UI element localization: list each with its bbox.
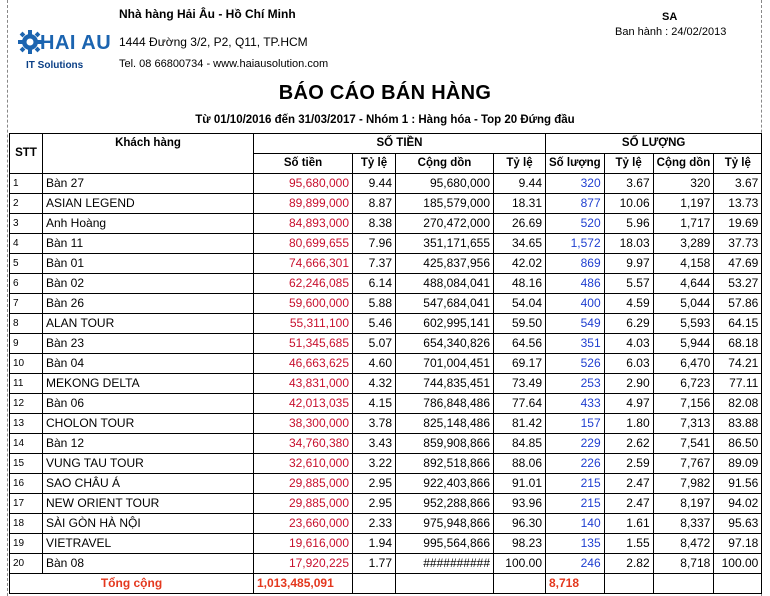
table-row (10, 294, 762, 314)
total-qty: 8,718 (546, 574, 605, 594)
row-qty-cum: 3,289 (653, 234, 714, 254)
row-stt: 14 (10, 434, 43, 454)
row-money: 74,666,301 (254, 254, 353, 274)
row-money: 42,013,035 (254, 394, 353, 414)
row-money-cum-pct: 77.64 (494, 394, 546, 414)
row-qty-cum-pct: 91.56 (714, 474, 762, 494)
row-money-cum-pct: 18.31 (494, 194, 546, 214)
row-qty: 351 (546, 334, 605, 354)
row-stt: 7 (10, 294, 43, 314)
row-money-cum: 975,948,866 (396, 514, 494, 534)
row-money-cum-pct: 69.17 (494, 354, 546, 374)
company-logo (14, 22, 112, 76)
row-money-pct: 4.32 (353, 374, 396, 394)
row-qty-pct: 1.55 (604, 534, 653, 554)
row-money-pct: 2.95 (353, 494, 396, 514)
row-qty-cum: 7,541 (653, 434, 714, 454)
row-stt: 20 (10, 554, 43, 574)
row-qty-pct: 4.03 (604, 334, 653, 354)
row-money: 38,300,000 (254, 414, 353, 434)
row-qty-cum-pct: 47.69 (714, 254, 762, 274)
header-money-pct: Tỷ lệ (353, 154, 396, 174)
row-qty-cum: 6,723 (653, 374, 714, 394)
row-qty-cum: 8,337 (653, 514, 714, 534)
row-customer: Anh Hoàng (43, 214, 254, 234)
row-customer: Bàn 27 (43, 174, 254, 194)
row-money-pct: 7.96 (353, 234, 396, 254)
row-qty: 320 (546, 174, 605, 194)
row-stt: 8 (10, 314, 43, 334)
header-money-cum: Cộng dồn (396, 154, 494, 174)
header-qty-group: SỐ LƯỢNG (546, 134, 762, 154)
table-row (10, 474, 762, 494)
row-qty: 226 (546, 454, 605, 474)
row-money-cum: 786,848,486 (396, 394, 494, 414)
row-money: 34,760,380 (254, 434, 353, 454)
row-customer: Bàn 01 (43, 254, 254, 274)
row-money-pct: 2.33 (353, 514, 396, 534)
row-money-cum-pct: 100.00 (494, 554, 546, 574)
row-qty-pct: 2.47 (604, 474, 653, 494)
row-money-cum-pct: 54.04 (494, 294, 546, 314)
header-customer: Khách hàng (43, 134, 254, 174)
row-money-pct: 5.88 (353, 294, 396, 314)
row-customer: SÀI GÒN HÀ NỘI (43, 514, 254, 534)
row-money: 89,899,000 (254, 194, 353, 214)
row-qty-cum: 6,470 (653, 354, 714, 374)
company-address: 1444 Đường 3/2, P2, Q11, TP.HCM (119, 35, 308, 49)
row-money-cum-pct: 42.02 (494, 254, 546, 274)
row-qty-pct: 18.03 (604, 234, 653, 254)
row-qty-cum: 8,718 (653, 554, 714, 574)
total-empty-cell (653, 574, 714, 594)
row-qty-pct: 2.62 (604, 434, 653, 454)
row-customer: Bàn 06 (43, 394, 254, 414)
row-money-pct: 3.78 (353, 414, 396, 434)
row-money-cum: 425,837,956 (396, 254, 494, 274)
report-body (10, 174, 762, 574)
row-stt: 10 (10, 354, 43, 374)
row-qty-pct: 10.06 (604, 194, 653, 214)
row-qty: 215 (546, 494, 605, 514)
row-qty-cum: 1,717 (653, 214, 714, 234)
row-money-pct: 3.22 (353, 454, 396, 474)
row-money: 95,680,000 (254, 174, 353, 194)
row-qty-pct: 5.57 (604, 274, 653, 294)
header-money: Số tiền (254, 154, 353, 174)
row-stt: 5 (10, 254, 43, 274)
header-stt: STT (10, 134, 43, 174)
total-empty-cell (353, 574, 396, 594)
row-qty-pct: 9.97 (604, 254, 653, 274)
row-qty: 253 (546, 374, 605, 394)
row-qty-pct: 2.47 (604, 494, 653, 514)
row-money-cum: 185,579,000 (396, 194, 494, 214)
row-qty: 1,572 (546, 234, 605, 254)
row-stt: 6 (10, 274, 43, 294)
row-money-cum-pct: 91.01 (494, 474, 546, 494)
row-customer: MEKONG DELTA (43, 374, 254, 394)
header-qty-cum: Cộng dồn (653, 154, 714, 174)
row-stt: 2 (10, 194, 43, 214)
row-money-pct: 4.60 (353, 354, 396, 374)
table-row (10, 354, 762, 374)
row-stt: 4 (10, 234, 43, 254)
table-row (10, 434, 762, 454)
row-customer: Bàn 04 (43, 354, 254, 374)
table-row (10, 374, 762, 394)
table-row (10, 334, 762, 354)
row-qty-cum: 5,044 (653, 294, 714, 314)
row-qty-cum-pct: 13.73 (714, 194, 762, 214)
row-money-pct: 8.87 (353, 194, 396, 214)
row-qty-cum-pct: 94.02 (714, 494, 762, 514)
row-money-cum: 547,684,041 (396, 294, 494, 314)
row-qty-cum-pct: 74.21 (714, 354, 762, 374)
logo-subtext: IT Solutions (26, 60, 84, 71)
row-qty-cum: 320 (653, 174, 714, 194)
row-money-cum-pct: 81.42 (494, 414, 546, 434)
row-money: 84,893,000 (254, 214, 353, 234)
row-money: 80,699,655 (254, 234, 353, 254)
row-money-pct: 2.95 (353, 474, 396, 494)
row-qty: 549 (546, 314, 605, 334)
report-subtitle: Từ 01/10/2016 đến 31/03/2017 - Nhóm 1 : Hàng hóa - Top 20 Đứng đầu (195, 114, 575, 126)
table-row (10, 514, 762, 534)
row-stt: 15 (10, 454, 43, 474)
row-qty-pct: 2.90 (604, 374, 653, 394)
row-qty-cum: 7,982 (653, 474, 714, 494)
table-row (10, 254, 762, 274)
row-customer: ALAN TOUR (43, 314, 254, 334)
row-qty-cum: 5,593 (653, 314, 714, 334)
total-empty-cell (604, 574, 653, 594)
row-qty-cum: 7,767 (653, 454, 714, 474)
header-qty: Số lượng (546, 154, 605, 174)
row-stt: 3 (10, 214, 43, 234)
row-stt: 1 (10, 174, 43, 194)
row-money-cum-pct: 88.06 (494, 454, 546, 474)
row-qty-pct: 4.97 (604, 394, 653, 414)
row-qty-cum: 1,197 (653, 194, 714, 214)
row-money-cum: 351,171,655 (396, 234, 494, 254)
total-row (10, 574, 762, 594)
row-money-cum-pct: 98.23 (494, 534, 546, 554)
row-money-cum: 892,518,866 (396, 454, 494, 474)
row-money-pct: 1.77 (353, 554, 396, 574)
total-money: 1,013,485,091 (254, 574, 353, 594)
row-money-cum-pct: 73.49 (494, 374, 546, 394)
table-row (10, 534, 762, 554)
row-money: 55,311,100 (254, 314, 353, 334)
row-qty-cum-pct: 77.11 (714, 374, 762, 394)
row-money-cum: 952,288,866 (396, 494, 494, 514)
row-qty-cum-pct: 83.88 (714, 414, 762, 434)
row-qty-pct: 6.29 (604, 314, 653, 334)
row-stt: 9 (10, 334, 43, 354)
row-money-cum: 859,908,866 (396, 434, 494, 454)
row-qty: 400 (546, 294, 605, 314)
row-stt: 11 (10, 374, 43, 394)
row-qty-cum-pct: 86.50 (714, 434, 762, 454)
header-money-cum-pct: Tỷ lệ (494, 154, 546, 174)
row-money-cum-pct: 64.56 (494, 334, 546, 354)
row-stt: 17 (10, 494, 43, 514)
row-qty-cum-pct: 95.63 (714, 514, 762, 534)
row-money-cum: ########## (396, 554, 494, 574)
row-money-cum: 701,004,451 (396, 354, 494, 374)
table-row (10, 194, 762, 214)
row-qty-cum-pct: 89.09 (714, 454, 762, 474)
row-qty-cum-pct: 82.08 (714, 394, 762, 414)
header-money-group: SỐ TIỀN (254, 134, 546, 154)
row-qty: 520 (546, 214, 605, 234)
row-qty: 433 (546, 394, 605, 414)
row-qty-pct: 3.67 (604, 174, 653, 194)
total-label: Tổng cộng (10, 574, 254, 594)
row-qty-cum: 7,156 (653, 394, 714, 414)
row-money-pct: 1.94 (353, 534, 396, 554)
row-customer: CHOLON TOUR (43, 414, 254, 434)
row-money-pct: 7.37 (353, 254, 396, 274)
row-money-pct: 6.14 (353, 274, 396, 294)
row-qty-pct: 6.03 (604, 354, 653, 374)
row-qty-pct: 1.61 (604, 514, 653, 534)
row-qty-cum-pct: 100.00 (714, 554, 762, 574)
row-money: 46,663,625 (254, 354, 353, 374)
row-money-cum: 602,995,141 (396, 314, 494, 334)
row-money-cum: 95,680,000 (396, 174, 494, 194)
row-qty: 526 (546, 354, 605, 374)
row-money: 17,920,225 (254, 554, 353, 574)
row-money-pct: 3.43 (353, 434, 396, 454)
table-row (10, 394, 762, 414)
row-qty-cum-pct: 97.18 (714, 534, 762, 554)
row-customer: Bàn 02 (43, 274, 254, 294)
table-row (10, 214, 762, 234)
table-row (10, 174, 762, 194)
row-qty-cum: 5,944 (653, 334, 714, 354)
header-qty-cum-pct: Tỷ lệ (714, 154, 762, 174)
row-money-cum: 270,472,000 (396, 214, 494, 234)
table-row (10, 414, 762, 434)
row-money: 23,660,000 (254, 514, 353, 534)
row-money-pct: 4.15 (353, 394, 396, 414)
row-customer: NEW ORIENT TOUR (43, 494, 254, 514)
row-customer: VIETRAVEL (43, 534, 254, 554)
row-money-cum-pct: 59.50 (494, 314, 546, 334)
row-customer: Bàn 11 (43, 234, 254, 254)
row-customer: Bàn 08 (43, 554, 254, 574)
row-money-cum-pct: 48.16 (494, 274, 546, 294)
total-empty-cell (714, 574, 762, 594)
row-qty-cum-pct: 57.86 (714, 294, 762, 314)
row-qty: 486 (546, 274, 605, 294)
row-customer: Bàn 26 (43, 294, 254, 314)
row-customer: Bàn 23 (43, 334, 254, 354)
row-qty-cum: 7,313 (653, 414, 714, 434)
row-qty: 135 (546, 534, 605, 554)
gear-icon (18, 30, 42, 54)
row-qty: 869 (546, 254, 605, 274)
total-empty-cell (396, 574, 494, 594)
row-qty: 215 (546, 474, 605, 494)
report-title: BÁO CÁO BÁN HÀNG (278, 82, 492, 104)
company-name: Nhà hàng Hải Âu - Hồ Chí Minh (119, 7, 296, 21)
row-money-pct: 5.46 (353, 314, 396, 334)
total-empty-cell (494, 574, 546, 594)
row-money-cum: 488,084,041 (396, 274, 494, 294)
row-customer: ASIAN LEGEND (43, 194, 254, 214)
row-qty-cum: 8,197 (653, 494, 714, 514)
row-money: 29,885,000 (254, 474, 353, 494)
row-stt: 16 (10, 474, 43, 494)
row-qty: 140 (546, 514, 605, 534)
row-qty-cum: 8,472 (653, 534, 714, 554)
row-money: 62,246,085 (254, 274, 353, 294)
row-stt: 13 (10, 414, 43, 434)
row-money-cum: 744,835,451 (396, 374, 494, 394)
row-stt: 18 (10, 514, 43, 534)
row-money: 29,885,000 (254, 494, 353, 514)
table-row (10, 454, 762, 474)
table-row (10, 234, 762, 254)
row-money-cum: 995,564,866 (396, 534, 494, 554)
row-money-cum: 922,403,866 (396, 474, 494, 494)
row-money-cum-pct: 9.44 (494, 174, 546, 194)
row-money-cum-pct: 96.30 (494, 514, 546, 534)
row-customer: VUNG TAU TOUR (43, 454, 254, 474)
row-qty-cum-pct: 3.67 (714, 174, 762, 194)
row-money: 32,610,000 (254, 454, 353, 474)
row-stt: 19 (10, 534, 43, 554)
row-qty-cum-pct: 19.69 (714, 214, 762, 234)
row-money-pct: 8.38 (353, 214, 396, 234)
row-money-cum: 825,148,486 (396, 414, 494, 434)
row-qty-pct: 2.59 (604, 454, 653, 474)
row-qty-cum: 4,644 (653, 274, 714, 294)
company-contact: Tel. 08 66800734 - www.haiausolution.com (119, 58, 329, 70)
header-qty-pct: Tỷ lệ (604, 154, 653, 174)
row-stt: 12 (10, 394, 43, 414)
row-money: 51,345,685 (254, 334, 353, 354)
row-money: 19,616,000 (254, 534, 353, 554)
row-money-pct: 5.07 (353, 334, 396, 354)
row-money-cum-pct: 93.96 (494, 494, 546, 514)
row-money-pct: 9.44 (353, 174, 396, 194)
row-customer: SAO CHÂU Á (43, 474, 254, 494)
row-money: 43,831,000 (254, 374, 353, 394)
row-qty: 246 (546, 554, 605, 574)
row-qty-cum: 4,158 (653, 254, 714, 274)
row-money-cum-pct: 26.69 (494, 214, 546, 234)
table-row (10, 274, 762, 294)
issued-date: Ban hành : 24/02/2013 (615, 26, 727, 38)
row-qty: 157 (546, 414, 605, 434)
row-qty-cum-pct: 53.27 (714, 274, 762, 294)
row-qty: 877 (546, 194, 605, 214)
logo-text: HAI AU (40, 32, 112, 54)
row-qty-cum-pct: 64.15 (714, 314, 762, 334)
table-row (10, 314, 762, 334)
row-qty-pct: 1.80 (604, 414, 653, 434)
row-money-cum-pct: 84.85 (494, 434, 546, 454)
row-qty-pct: 5.96 (604, 214, 653, 234)
row-qty-cum-pct: 68.18 (714, 334, 762, 354)
row-money: 59,600,000 (254, 294, 353, 314)
table-row (10, 554, 762, 574)
row-qty-pct: 4.59 (604, 294, 653, 314)
row-money-cum: 654,340,826 (396, 334, 494, 354)
row-customer: Bàn 12 (43, 434, 254, 454)
table-row (10, 494, 762, 514)
row-qty-cum-pct: 37.73 (714, 234, 762, 254)
row-qty: 229 (546, 434, 605, 454)
row-money-cum-pct: 34.65 (494, 234, 546, 254)
row-qty-pct: 2.82 (604, 554, 653, 574)
user-code: SA (662, 11, 678, 23)
sales-report-table (9, 133, 762, 594)
